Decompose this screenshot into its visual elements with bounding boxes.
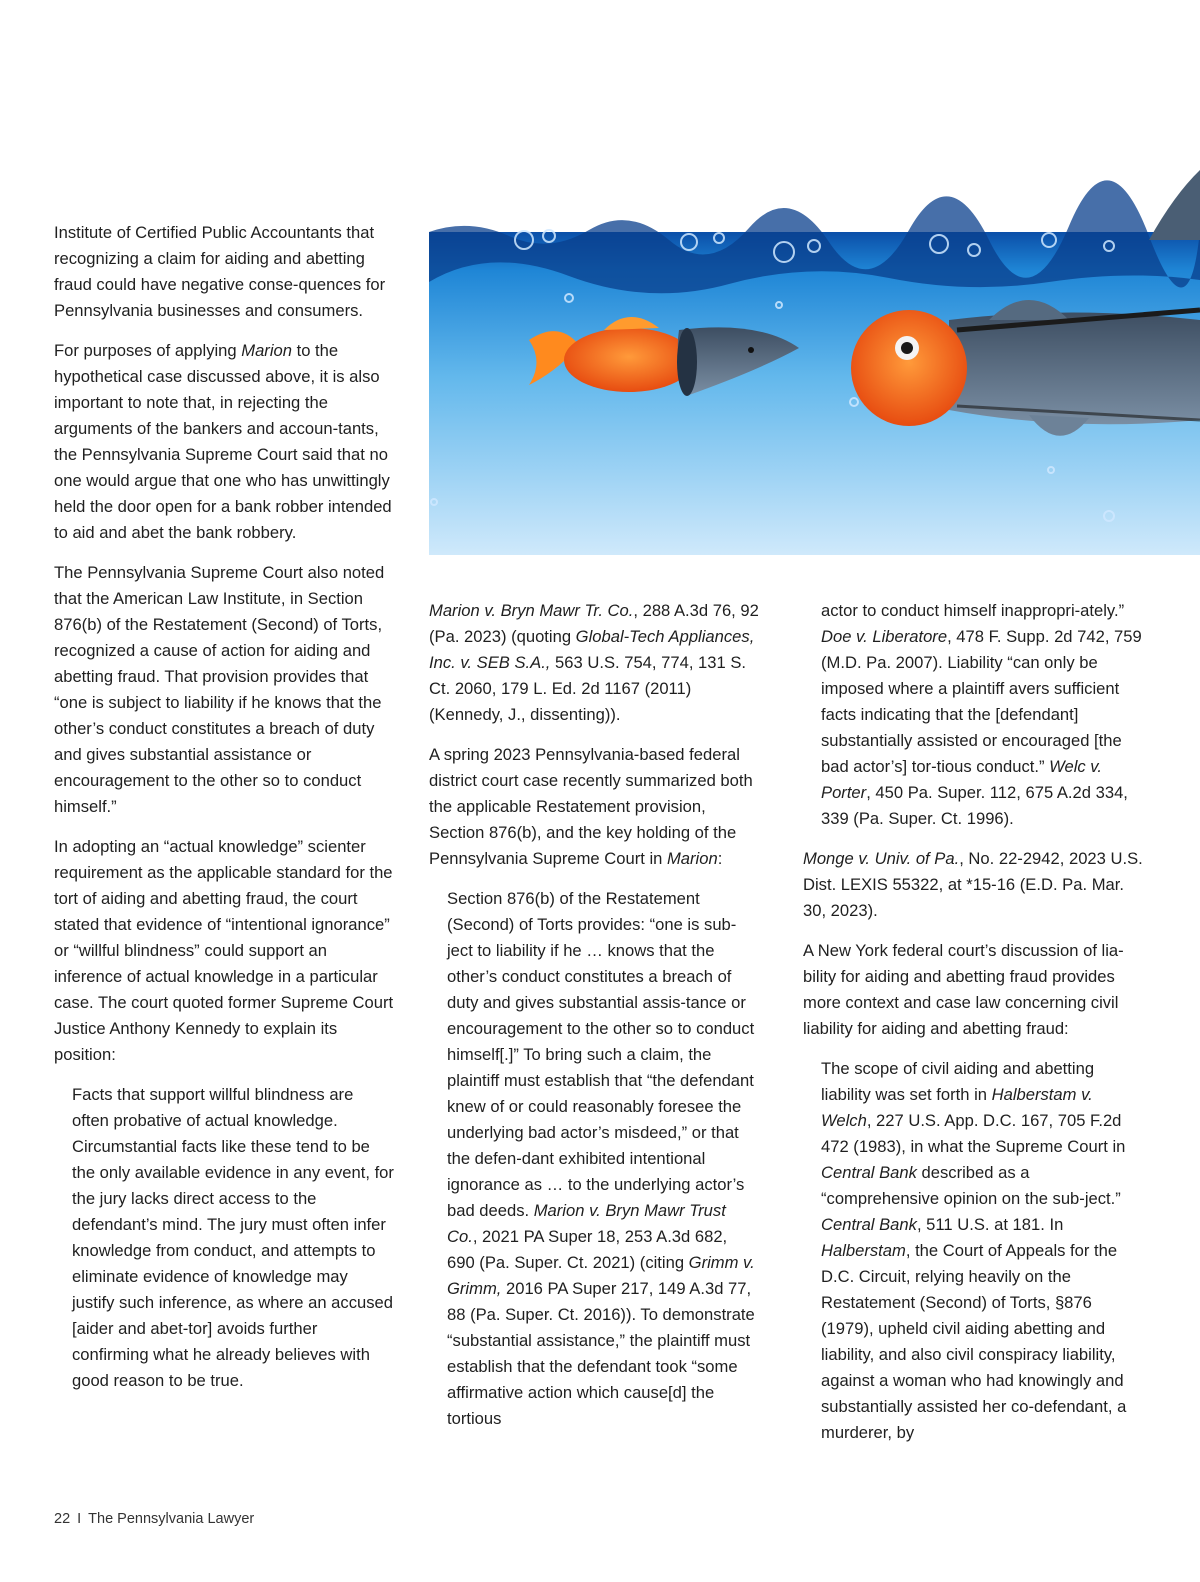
body-paragraph: Marion v. Bryn Mawr Tr. Co., 288 A.3d 76, 92 (Pa. 2023) (quoting Global-Tech Appliances, Inc. v. SEB S.A., 563 U.S. 754, 774, 131 S. Ct. 2060, 179 L. Ed. 2d 1167 (2011) (Kennedy, J., dissenting)). [429,601,759,724]
body-paragraph: The Pennsylvania Supreme Court also noted that the American Law Institute, in Section 876(b) of the Restatement (Second) of Torts, recognized a cause of action for aiding and abetting fraud. That provision provides that “one is subject to liability if he knows that the other’s conduct constitutes a breach of duty and gives substantial assistance or encouragement to the other so to conduct himself.” [54,563,385,816]
body-paragraph: Monge v. Univ. of Pa., No. 22-2942, 2023 U.S. Dist. LEXIS 55322, at *15-16 (E.D. Pa. Mar. 30, 2023). [803,849,1143,920]
block-quote: actor to conduct himself inappropri-ately.” Doe v. Liberatore, 478 F. Supp. 2d 742, 759 (M.D. Pa. 2007). Liability “can only be imposed where a plaintiff avers sufficient facts indicating that the [defendant] substantially assisted or encouraged [the bad actor’s] tor-tious conduct.” Welc v. Porter, 450 Pa. Super. 112, 675 A.2d 334, 339 (Pa. Super. Ct. 1996). [821,601,1142,828]
body-paragraph: A New York federal court’s discussion of lia-bility for aiding and abetting fraud provides more context and case law concerning civil liability for aiding and abetting fraud: [803,941,1124,1038]
block-quote: Section 876(b) of the Restatement (Second) of Torts provides: “one is sub-ject to liability if he … knows that the other’s conduct constitutes a breach of duty and gives substantial assis-tance or encouragement to the other so to conduct himself[.]” To bring such a claim, the plaintiff must establish that “the defendant knew of or could reasonably foresee the underlying bad actor’s misdeed,” or that the defen-dant exhibited intentional ignorance as … to the underlying actor’s bad deeds. Marion v. Bryn Mawr Trust Co., 2021 PA Super 18, 253 A.3d 682, 690 (Pa. Super. Ct. 2021) (citing Grimm v. Grimm, 2016 PA Super 217, 149 A.3d 77, 88 (Pa. Super. Ct. 2016)). To demonstrate “substantial assistance,” the plaintiff must establish that the defendant took “some affirmative action which cause[d] the tortious [447,889,755,1428]
page-number: 22 [54,1511,71,1527]
body-paragraph: For purposes of applying Marion to the hypothetical case discussed above, it is also important to note that, in rejecting the arguments of the bankers and accoun-tants, the Pennsylvania Supreme Court said that no one would argue that one who has unwittingly held the door open for a bank robber intended to aid and abet the bank robbery. [54,341,392,542]
block-quote: Facts that support willful blindness are often probative of actual knowledge. Circumstantial facts like these tend to be the only available evidence in any event, for the jury lacks direct access to the defendant’s mind. The jury must often infer knowledge from conduct, and attempts to eliminate evidence of knowledge may justify such inference, as where an accused [aider and abet-tor] avoids further confirming what he already believes with good reason to be true. [72,1085,394,1390]
footer-separator: I [77,1511,82,1527]
body-paragraph: In adopting an “actual knowledge” scienter requirement as the applicable standard for the tort of aiding and abetting fraud, the court stated that evidence of “intentional ignorance” or “willful blindness” could support an inference of actual knowledge in a particular case. The court quoted former Supreme Court Justice Anthony Kennedy to explain its position: [54,837,394,1064]
body-paragraph: Institute of Certified Public Accountants that recognizing a claim for aiding and abetting fraud could have negative conse-quences for Pennsylvania businesses and consumers. [54,223,386,320]
publication-name: The Pennsylvania Lawyer [88,1511,255,1527]
text-column-right [803,598,1143,1460]
goldfish-shark-mask-illustration [429,170,1200,555]
right-goldfish [851,300,1200,436]
page-footer [54,1511,254,1527]
block-quote: The scope of civil aiding and abetting liability was set forth in Halberstam v. Welch, 227 U.S. App. D.C. 167, 705 F.2d 472 (1983), in what the Supreme Court in Central Bank described as a “comprehensive opinion on the sub-ject.” Central Bank, 511 U.S. at 181. In Halberstam, the Court of Appeals for the D.C. Circuit, relying heavily on the Restatement (Second) of Torts, §876 (1979), upheld civil aiding abetting and liability, and also civil conspiracy liability, against a woman who had knowingly and substantially assisted her co-defendant, a murderer, by [821,1059,1127,1442]
text-column-left [54,220,394,1408]
text-column-middle [429,598,759,1446]
body-paragraph: A spring 2023 Pennsylvania-based federal district court case recently summarized both the applicable Restatement provision, Section 876(b), and the key holding of the Pennsylvania Supreme Court in Marion: [429,745,753,868]
